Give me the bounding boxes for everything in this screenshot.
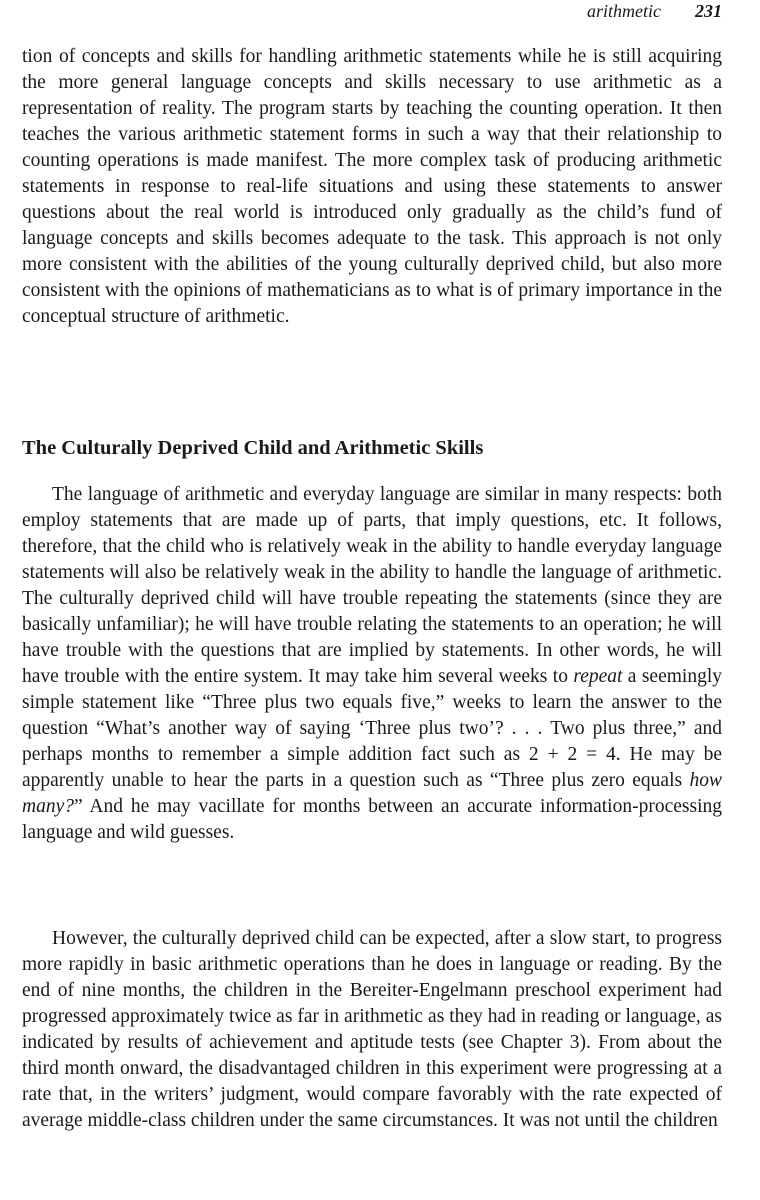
- running-head: [587, 0, 722, 22]
- section-heading: The Culturally Deprived Child and Arithmetic Skills: [22, 437, 484, 459]
- section-paragraph-2: However, the culturally deprived child can be expected, after a slow start, to progress more rapidly in basic arithmetic operations than he does in language or reading. By the end of nine months, the children in the Bereiter-Engelmann preschool experiment had progressed approximately twice as far in arithmetic as they had in reading or language, as indicated by results of achievement and aptitude tests (see Chapter 3). From about the third month onward, the disadvantaged children in this experiment were progressing at a rate that, in the writers’ judgment, would compare favorably with the rate expected of average middle-class children under the same circumstances. It was not until the children: [22, 928, 722, 1131]
- page-number: 231: [695, 1, 722, 21]
- paragraph-text: a seemingly simple statement like “Three plus two equals five,” weeks to learn the answer to the question “What’s another way of saying ‘Three plus two’? . . . Two plus three,” and perhaps months to remember a simple addition fact such as 2 + 2 = 4. He may be apparently unable to hear the parts in a question such as “Three plus zero equals: [22, 666, 722, 791]
- emphasis-repeat: repeat: [573, 666, 623, 687]
- paragraph-text: The language of arithmetic and everyday language are similar in many respects: both employ statements that are made up of parts, that imply questions, etc. It follows, therefore, that the child who is relatively weak in the ability to handle everyday language statements will also be relatively weak in the ability to handle the language of arithmetic. The culturally deprived child will have trouble repeating the statements (since they are basically unfamiliar); he will have trouble relating the statements to an operation; he will have trouble with the questions that are implied by statements. In other words, he will have trouble with the entire system. It may take him several weeks to: [22, 484, 722, 687]
- emphasis-how-many: how many?: [22, 770, 722, 817]
- section-paragraph-1: [22, 482, 722, 846]
- paragraph-text: ” And he may vacillate for months between an accurate information-processing language and wild guesses.: [22, 796, 722, 843]
- running-head-title: arithmetic: [587, 1, 661, 21]
- continued-paragraph: tion of concepts and skills for handling arithmetic statements while he is still acquiring the more general language concepts and skills necessary to use arithmetic as a representation of reality. The program starts by teaching the counting operation. It then teaches the various arithmetic statement forms in such a way that their relationship to counting operations is made manifest. The more complex task of producing arithmetic statements in response to real-life situations and using these statements to answer questions about the real world is introduced only gradually as the child’s fund of language concepts and skills becomes adequate to the task. This approach is not only more consistent with the abilities of the young culturally deprived child, but also more consistent with the opinions of mathematicians as to what is of primary importance in the conceptual structure of arithmetic.: [22, 46, 722, 327]
